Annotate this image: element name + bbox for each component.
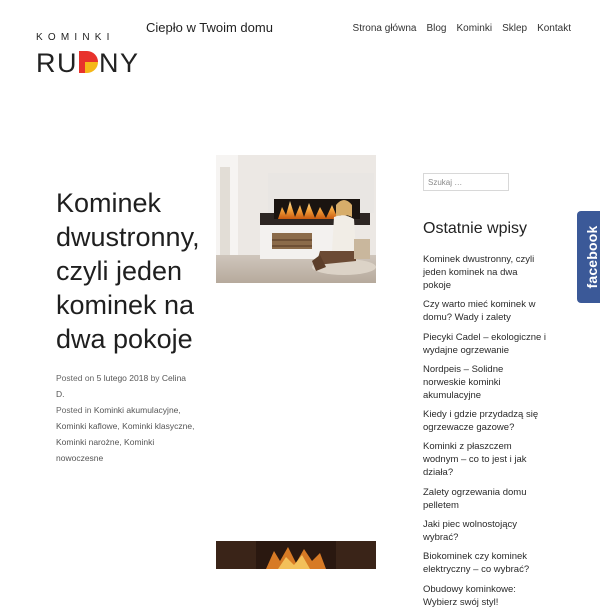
category-link[interactable]: Kominki kaflowe <box>56 421 118 431</box>
logo-flame-letter-icon <box>79 51 98 73</box>
list-item[interactable] <box>423 440 548 479</box>
list-item[interactable] <box>423 550 548 576</box>
nav-shop[interactable]: Sklep <box>502 23 528 34</box>
recent-post-link[interactable]: Nordpeis – Solidne norweskie kominki akumulacyjne <box>423 363 504 401</box>
list-item[interactable] <box>423 408 548 434</box>
post-title-link[interactable]: Kominek dwustronny, czyli jeden kominek na dwa pokoje <box>56 188 200 354</box>
post-title[interactable] <box>56 186 206 356</box>
post-author-link[interactable]: Celina D. <box>56 373 187 399</box>
fireplace-photo <box>216 155 376 283</box>
recent-post-link[interactable]: Piecyki Cadel – ekologiczne i wydajne ogrzewanie <box>423 331 547 356</box>
nav-home[interactable]: Strona główna <box>352 23 417 34</box>
facebook-label: facebook <box>584 225 600 289</box>
nav-fireplaces[interactable]: Kominki <box>456 23 493 34</box>
list-item[interactable] <box>423 583 548 609</box>
fireplace-photo-next <box>216 541 376 569</box>
recent-post-link[interactable]: Jaki piec wolnostojący wybrać? <box>423 519 517 544</box>
category-link[interactable]: Kominki akumulacyjne <box>93 405 179 415</box>
list-item[interactable] <box>423 298 548 324</box>
recent-posts-list <box>423 253 548 615</box>
logo-subtitle: KOMINKI <box>36 32 115 43</box>
recent-post-link[interactable]: Czy warto mieć kominek w domu? Wady i zalety <box>423 299 536 324</box>
recent-post-link[interactable]: Obudowy kominkowe: Wybierz swój styl! <box>423 583 516 608</box>
post-meta: Posted on 5 lutego 2018 by Celina D. Posted in Kominki akumulacyjne, Kominki kaflowe, Kominki klasyczne, Kominki narożne, Kominki nowoczesne <box>56 373 195 463</box>
logo-wordmark <box>36 48 140 78</box>
recent-post-link[interactable]: Kominki z płaszczem wodnym – co to jest i jak działa? <box>423 441 527 479</box>
recent-post-link[interactable]: Zalety ogrzewania domu pelletem <box>423 486 527 511</box>
nav-contact[interactable]: Kontakt <box>537 23 571 34</box>
main-navigation <box>353 23 571 34</box>
site-tagline: Ciepło w Twoim domu <box>146 20 273 35</box>
category-link[interactable]: Kominki nowoczesne <box>56 437 155 463</box>
list-item[interactable] <box>423 363 548 402</box>
list-item[interactable] <box>423 253 548 292</box>
post-date-link[interactable]: 5 lutego 2018 <box>96 373 149 383</box>
posted-in-label: Posted in <box>56 405 92 415</box>
category-link[interactable]: Kominki klasyczne <box>122 421 193 431</box>
recent-post-link[interactable]: Biokominek czy kominek elektryczny – co wybrać? <box>423 551 530 576</box>
recent-posts-title: Ostatnie wpisy <box>423 220 528 237</box>
list-item[interactable] <box>423 518 548 544</box>
post-featured-image[interactable] <box>216 155 376 283</box>
recent-post-link[interactable]: Kominek dwustronny, czyli jeden kominek na dwa pokoje <box>423 254 535 291</box>
facebook-tab[interactable] <box>577 211 600 303</box>
logo-wordmark-right: NY <box>99 48 140 78</box>
list-item[interactable] <box>423 331 548 357</box>
category-link[interactable]: Kominki narożne <box>56 437 120 447</box>
list-item[interactable] <box>423 486 548 512</box>
site-logo[interactable] <box>36 32 140 78</box>
nav-blog[interactable]: Blog <box>426 23 447 34</box>
logo-wordmark-left: RU <box>36 48 78 78</box>
by-label: by <box>150 373 160 383</box>
recent-post-link[interactable]: Kiedy i gdzie przydadzą się ogrzewacze gazowe? <box>423 409 539 434</box>
search-input[interactable] <box>423 173 509 191</box>
post-featured-image-next[interactable] <box>216 541 376 569</box>
posted-on-label: Posted on <box>56 373 95 383</box>
